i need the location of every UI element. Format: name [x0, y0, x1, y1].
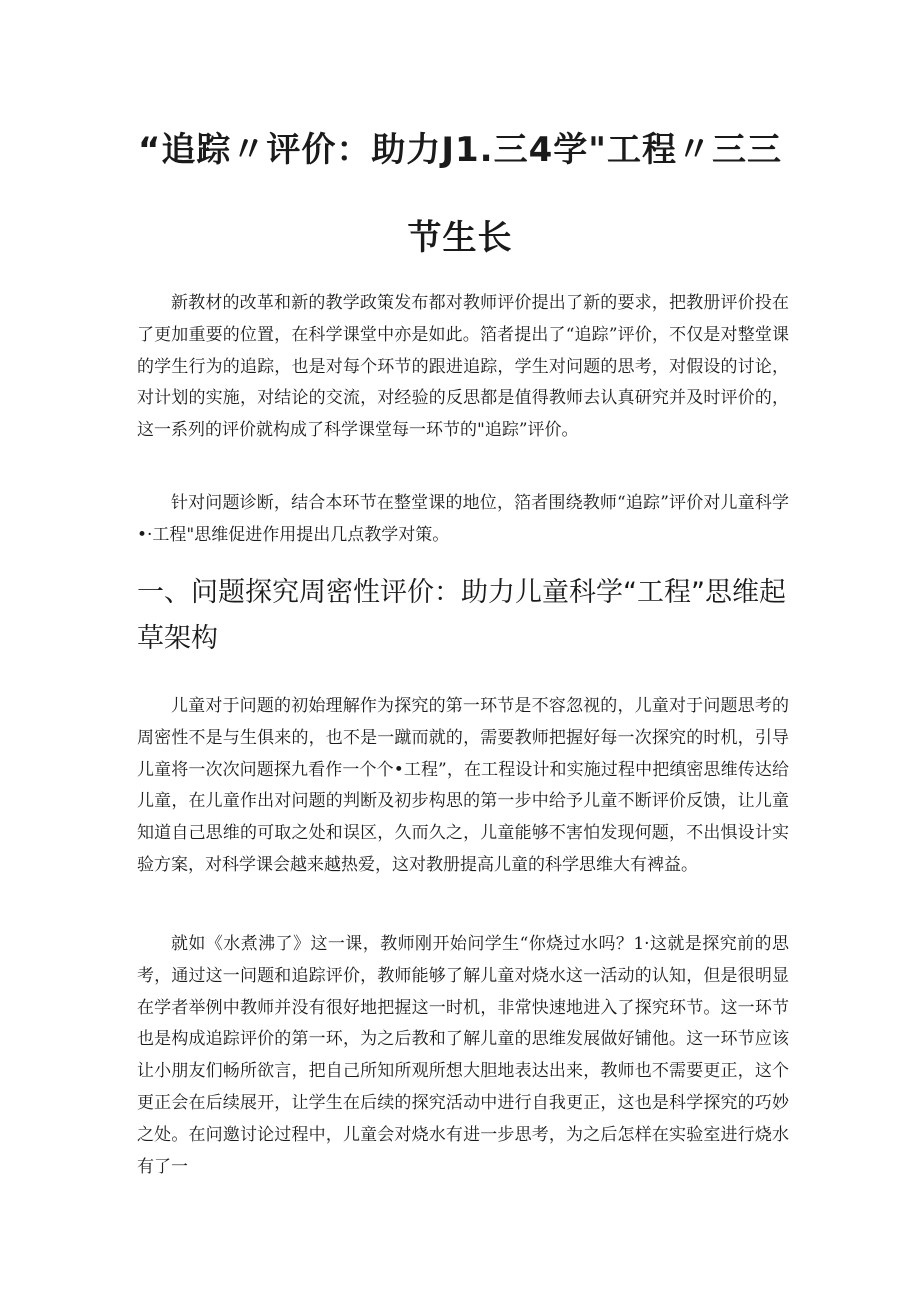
document-title-line-2: 节生长 [407, 218, 513, 258]
paragraph-example: 就如《水煮沸了》这一课，教师刚开始问学生“你烧过水吗？1·这就是探究前的思考，通过这一问题和追踪评价，教师能够了解儿童对烧水这一活动的认知，但是很明显在学者举例中教师并没有很好地把握这一时机，非常快速地进入了探究环节。这一环节也是构成追踪评价的第一环，为之后教和了解儿童的思维发展做好铺他。这一环节应该让小朋友们畅所欲言，把自己所知所观所想大胆地表达出来，教师也不需要更正，这个更正会在后续展开，让学生在后续的探究活动中进行自我更正，这也是科学探究的巧妙之处。在问邀讨论过程中，儿童会对烧水有进一步思考，为之后怎样在实验室进行烧水有了一 [137, 934, 789, 1177]
document-title-line-1: “追踪〃评价：助力J1.三4学"工程〃三三 [138, 130, 782, 170]
section-heading-1: 一、问题探究周密性评价：助力儿童科学“工程”思维起草架构 [137, 577, 786, 654]
paragraph-strategy: 针对问题诊断，结合本环节在整堂课的地位，箔者围绕教师“追踪”评价对儿童科学•·工程"思维促进作用提出几点教学对策。 [137, 493, 789, 545]
paragraph-intro: 新教材的改革和新的教学政策发布都对教师评价提出了新的要求，把教册评价投在了更加重要的位置，在科学课堂中亦是如此。箔者提出了“追踪”评价，不仅是对整堂课的学生行为的追踪，也是对每个环节的跟进追踪，学生对问题的思考，对假设的讨论，对计划的实施，对结论的交流，对经验的反思都是值得教师去认真研究并及时评价的，这一系列的评价就构成了科学课堂每一环节的"追踪”评价。 [137, 293, 789, 441]
paragraph-section-1-body: 儿童对于问题的初始理解作为探究的第一环节是不容忽视的，儿童对于问题思考的周密性不是与生俱来的，也不是一蹴而就的，需要教师把握好每一次探究的时机，引导儿童将一次次问题探九看作一个个•工程”，在工程设计和实施过程中把缜密思维传达给儿童，在儿童作出对问题的判断及初步构思的第一步中给予儿童不断评价反馈，让儿童知道自己思维的可取之处和误区，久而久之，儿童能够不害怕发现何题，不出惧设计实验方案，对科学课会越来越热爱，这对教册提高儿童的科学思维大有裨益。 [137, 696, 789, 875]
